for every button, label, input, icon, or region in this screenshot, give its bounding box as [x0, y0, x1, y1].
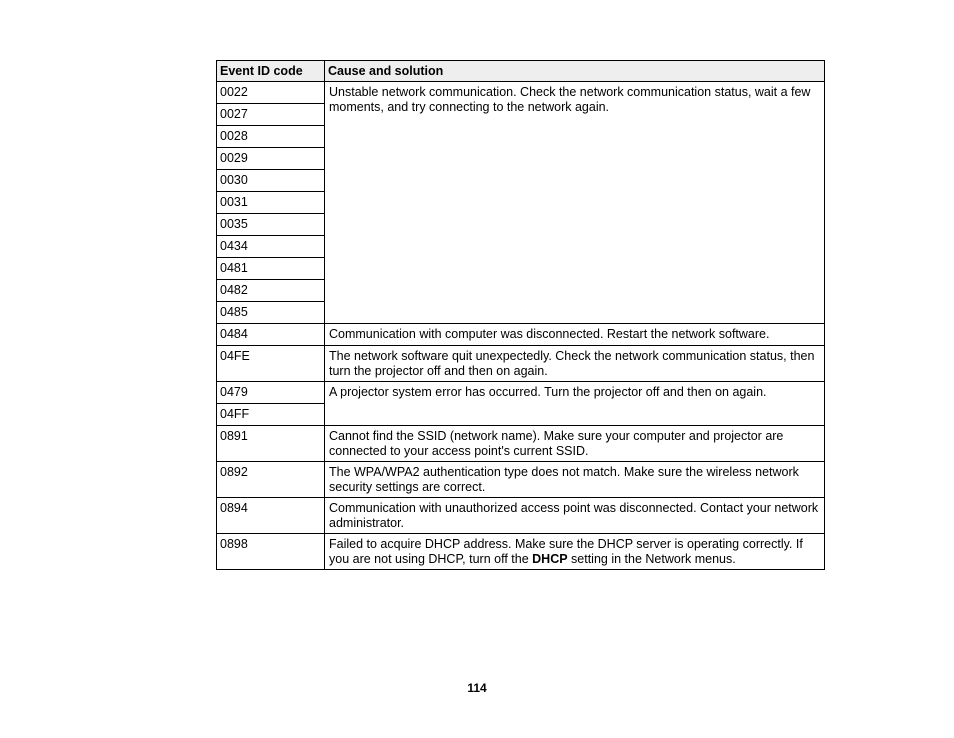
event-id-code-cell: 0029 [217, 148, 325, 170]
table-row [217, 324, 825, 346]
event-id-code-cell: 0035 [217, 214, 325, 236]
event-id-code-cell: 0892 [217, 462, 325, 498]
cause-text-part: Failed to acquire DHCP address. Make sure the DHCP server is operating correctly. If you are not using DHCP, turn off the [329, 537, 803, 566]
table-header [217, 61, 825, 82]
header-event-id-code: Event ID code [217, 61, 325, 82]
cause-and-solution-cell: Cannot find the SSID (network name). Make sure your computer and projector are connected to your access point's current SSID. [325, 426, 825, 462]
event-id-code-cell: 0022 [217, 82, 325, 104]
cause-and-solution-cell: Communication with computer was disconnected. Restart the network software. [325, 324, 825, 346]
event-id-code-cell: 0028 [217, 126, 325, 148]
table-row [217, 382, 825, 404]
table-row [217, 346, 825, 382]
event-id-code-cell: 0898 [217, 534, 325, 570]
table-row [217, 426, 825, 462]
cause-and-solution-cell: A projector system error has occurred. Turn the projector off and then on again. [325, 382, 825, 426]
cause-and-solution-cell: The WPA/WPA2 authentication type does not match. Make sure the wireless network security settings are correct. [325, 462, 825, 498]
event-id-code-cell: 0894 [217, 498, 325, 534]
cause-and-solution-cell: Unstable network communication. Check the network communication status, wait a few moments, and try connecting to the network again. [325, 82, 825, 324]
event-id-code-cell: 04FF [217, 404, 325, 426]
event-id-code-cell: 0485 [217, 302, 325, 324]
page-number: 114 [467, 681, 487, 695]
event-id-code-cell: 0484 [217, 324, 325, 346]
cause-and-solution-cell [325, 534, 825, 570]
header-cause-and-solution: Cause and solution [325, 61, 825, 82]
event-id-code-cell: 0891 [217, 426, 325, 462]
event-id-code-cell: 04FE [217, 346, 325, 382]
bold-setting-name: DHCP [532, 552, 568, 566]
event-id-table [216, 60, 825, 570]
event-id-code-cell: 0481 [217, 258, 325, 280]
table-header-row [217, 61, 825, 82]
event-id-code-cell: 0027 [217, 104, 325, 126]
event-id-code-cell: 0482 [217, 280, 325, 302]
event-id-code-cell: 0434 [217, 236, 325, 258]
cause-and-solution-cell: Communication with unauthorized access point was disconnected. Contact your network administrator. [325, 498, 825, 534]
cause-text-part: setting in the Network menus. [567, 552, 736, 566]
table-body [217, 82, 825, 570]
table-row [217, 498, 825, 534]
table-row [217, 534, 825, 570]
table-row [217, 82, 825, 104]
event-id-code-cell: 0479 [217, 382, 325, 404]
cause-and-solution-cell: The network software quit unexpectedly. Check the network communication status, then turn the projector off and then on again. [325, 346, 825, 382]
event-id-code-cell: 0031 [217, 192, 325, 214]
event-id-code-cell: 0030 [217, 170, 325, 192]
table-row [217, 462, 825, 498]
